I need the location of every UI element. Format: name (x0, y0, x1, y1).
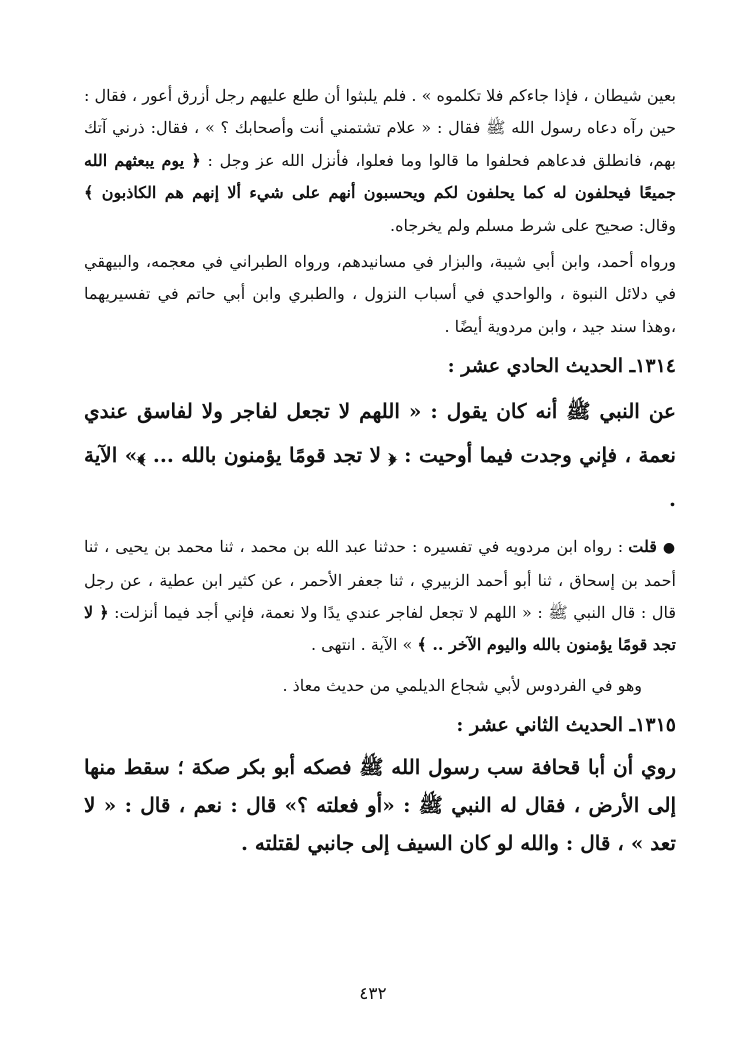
hadith-text-1315: روي أن أبا قحافة سب رسول الله ﷺ فصكه أبو بكر صكة ؛ سقط منها إلى الأرض ، فقال له النبي ﷺ : «أو فعلته ؟» قال : نعم ، قال : « لا تعد » ، قال : والله لو كان السيف إلى جانبي لقتلته . (84, 755, 676, 856)
paragraph-sources: ورواه أحمد، وابن أبي شيبة، والبزار في مسانيدهم، ورواه الطبراني في معجمه، والبيهقي في دلائل النبوة ، والواحدي في أسباب النزول ، والطبري وابن أبي حاتم في تفسيريهما ،وهذا سند جيد ، وابن مردوية أيضًا . (84, 252, 676, 336)
paragraph-commentary-1 (84, 80, 676, 242)
paragraph-1-text-b: وقال: صحيح على شرط مسلم ولم يخرجاه. (390, 215, 676, 235)
paragraph-firdaws: وهو في الفردوس لأبي شجاع الديلمي من حديث معاذ . (282, 675, 642, 695)
page-number: ٤٣٢ (359, 984, 387, 1004)
hadith-heading-1314: ١٣١٤ـ الحديث الحادي عشر : (447, 355, 676, 378)
paragraph-commentary-qultu (84, 531, 676, 662)
paragraph-3-text-b: » الآية . انتهى . (310, 635, 418, 655)
bullet-icon: ● (662, 540, 676, 557)
hadith-text-1314: عن النبي ﷺ أنه كان يقول : « اللهم لا تجعل لفاجر ولا لفاسق عندي نعمة ، فإني وجدت فيما أوحيت : ﴿ لا تجد قومًا يؤمنون بالله ... ﴾» الآية . (84, 399, 676, 512)
qultu-label: قلت (628, 537, 657, 557)
quran-verse-2: ﴿ لا تجد قومًا يؤمنون بالله واليوم الآخر .. ﴾ (84, 603, 676, 655)
quran-verse-1: ﴿ يوم يبعثهم الله جميعًا فيحلفون له كما يحلفون لكم ويحسبون أنهم على شيء ألا إنهم هم الكاذبون ﴾ (84, 150, 676, 203)
hadith-heading-1315: ١٣١٥ـ الحديث الثاني عشر : (456, 714, 676, 737)
paragraph-1-text-a: بعين شيطان ، فإذا جاءكم فلا تكلموه » . فلم يلبثوا أن طلع عليهم رجل أزرق أعور ، فقال : حين رآه دعاه رسول الله ﷺ فقال : « علام تشتمني أنت وأصحابك ؟ » ، فقال: ذرني آتك بهم، فانطلق فدعاهم فحلفوا ما قالوا وما فعلوا، فأنزل الله عز وجل : (84, 86, 676, 170)
paragraph-3-text-a: : رواه ابن مردويه في تفسيره : حدثنا عبد الله بن محمد ، ثنا محمد بن يحيى ، ثنا أحمد بن إسحاق ، ثنا أبو أحمد الزبيري ، ثنا جعفر الأحمر ، عن كثير ابن عطية ، عن رجل قال : قال النبي ﷺ : « اللهم لا تجعل لفاجر عندي يدًا ولا نعمة، فإني أجد فيما أنزلت: (84, 537, 677, 623)
page-body (84, 80, 676, 872)
